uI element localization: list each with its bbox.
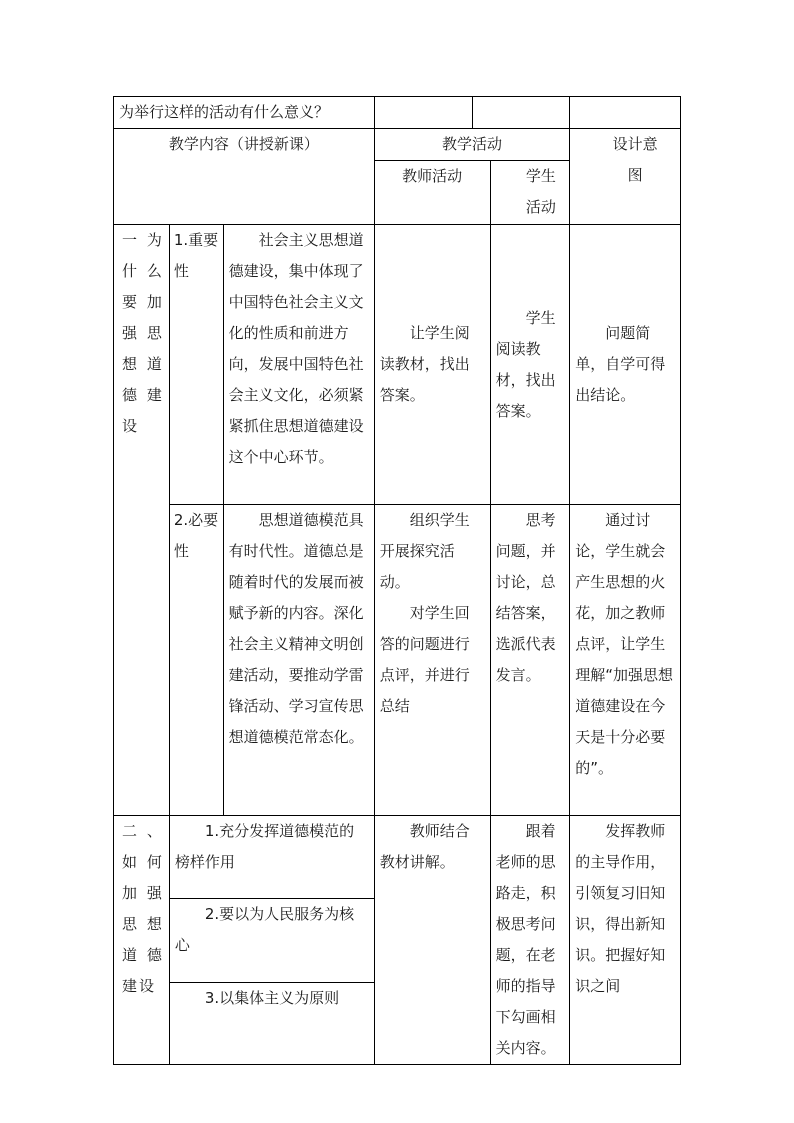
question-cell: 为举行这样的活动有什么意义？ (114, 97, 375, 129)
section2-point-3: 3.以集体主义为原则 (169, 982, 374, 1064)
section1-row-importance (114, 225, 681, 505)
importance-student: 学生阅读教材，找出答案。 (490, 225, 570, 505)
header-row (114, 129, 681, 161)
section1-title: 一为什么要加强思想道德建设 (114, 225, 170, 816)
section2-intent: 发挥教师的主导作用，引领复习旧知识，得出新知识。把握好知识之间 (570, 816, 681, 1065)
intent-header: 设计意图 (570, 129, 681, 225)
importance-intent: 问题简单，自学可得出结论。 (570, 225, 681, 505)
empty-cell-b (472, 97, 569, 129)
section2-point-1: 1.充分发挥道德模范的榜样作用 (169, 816, 374, 899)
necessity-teacher-2: 对学生回答的问题进行点评，并进行总结 (379, 604, 470, 715)
empty-cell-a (374, 97, 472, 129)
question-row (114, 97, 681, 129)
necessity-intent: 通过讨论，学生就会产生思想的火花，加之教师点评，让学生理解“加强思想道德建设在今天是十分必要的”。 (570, 505, 681, 816)
necessity-student: 思考问题，并讨论，总结答案，选派代表发言。 (490, 505, 570, 816)
section2-teacher: 教师结合教材讲解。 (374, 816, 490, 1065)
section2-title: 二、如何加强思想道德建设 (114, 816, 170, 1065)
content-header: 教学内容（讲授新课） (114, 129, 375, 225)
section1-row-necessity (114, 505, 681, 816)
necessity-label: 2.必要性 (169, 505, 223, 816)
necessity-teacher-1: 组织学生开展探究活动。 (379, 511, 470, 591)
section2-row-1 (114, 816, 681, 899)
section2-student: 跟着老师的思路走，积极思考问题，在老师的指导下勾画相关内容。 (490, 816, 570, 1065)
necessity-teacher (374, 505, 490, 816)
activities-header: 教学活动 (374, 129, 570, 161)
importance-label: 1.重要性 (169, 225, 223, 505)
necessity-content: 思想道德模范具有时代性。道德总是随着时代的发展而被赋予新的内容。深化社会主义精神文明创建活动，要推动学雷锋活动、学习宣传思想道德模范常态化。 (223, 505, 374, 816)
empty-cell-c (570, 97, 681, 129)
importance-content: 社会主义思想道德建设，集中体现了中国特色社会主义文化的性质和前进方向，发展中国特色社会主义文化，必须紧紧抓住思想道德建设这个中心环节。 (223, 225, 374, 505)
teacher-header: 教师活动 (374, 161, 490, 225)
section2-point-2: 2.要以为人民服务为核心 (169, 899, 374, 982)
student-header: 学生活动 (490, 161, 570, 225)
lesson-plan-table (113, 96, 681, 1065)
importance-teacher: 让学生阅读教材，找出答案。 (374, 225, 490, 505)
